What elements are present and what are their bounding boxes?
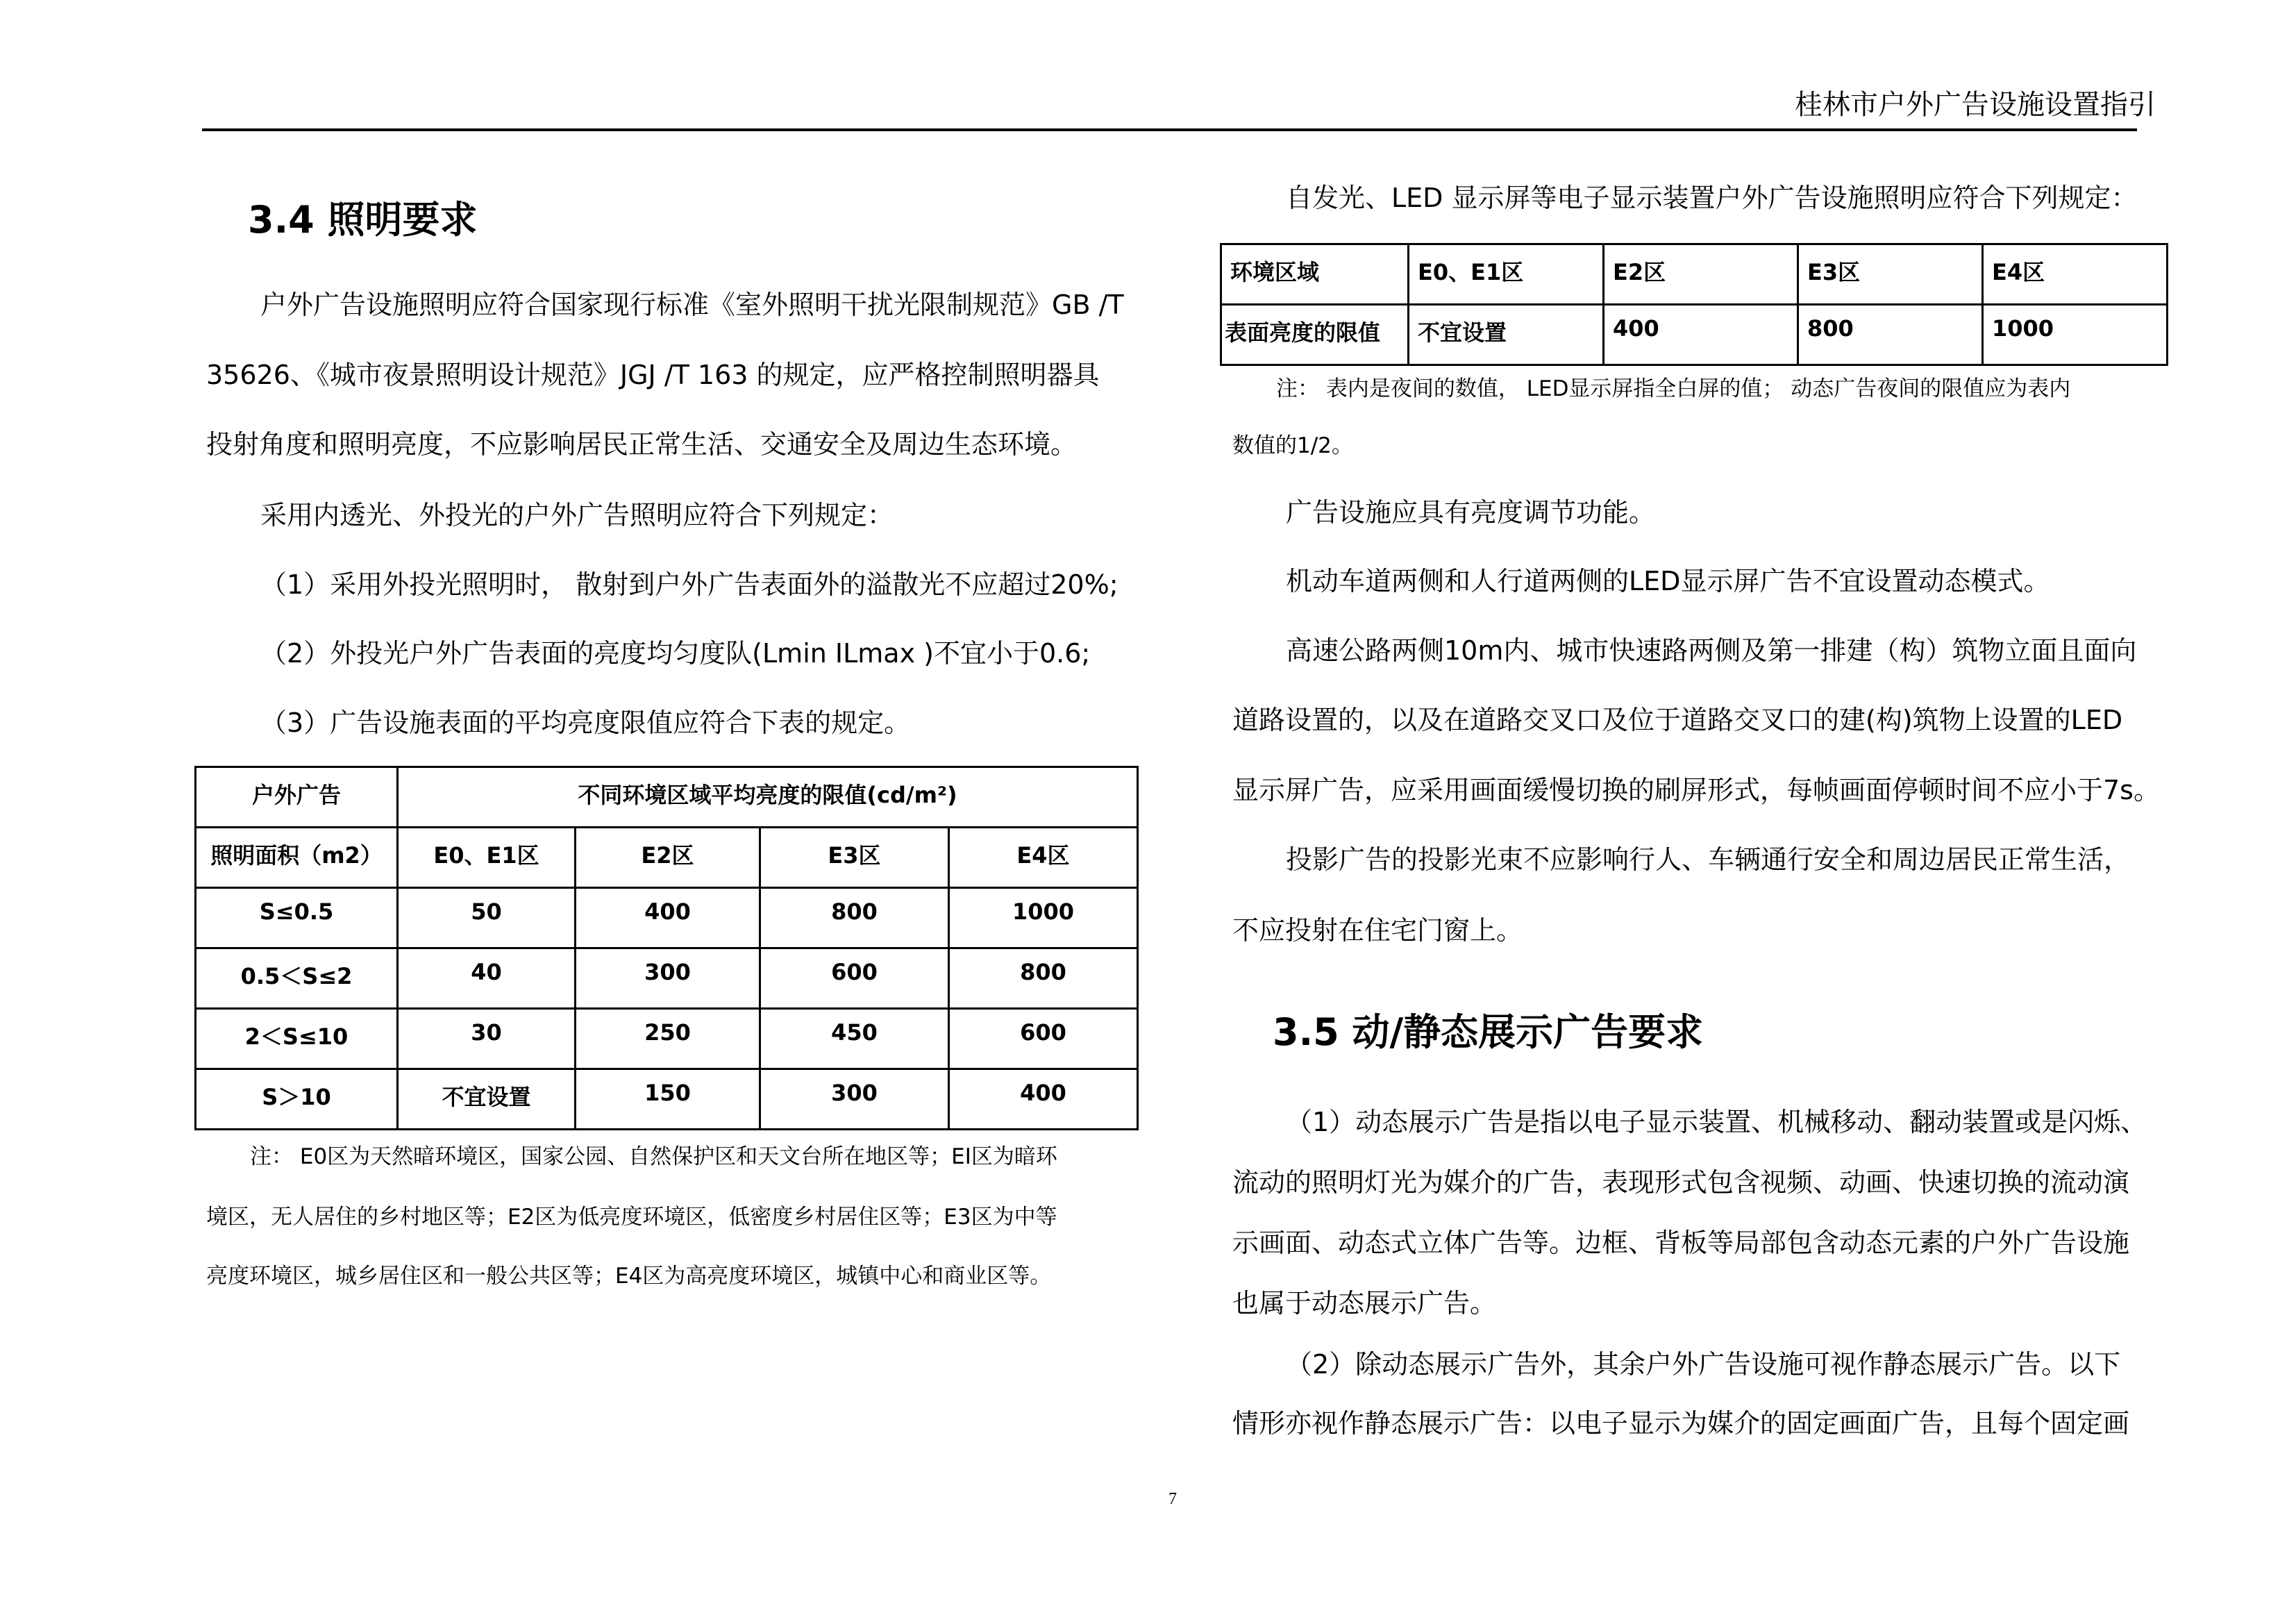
table-header-cell: 户外广告 xyxy=(196,767,398,828)
paragraph-line: 投影广告的投影光束不应影响行人、车辆通行安全和周边居民正常生活， xyxy=(1286,844,2131,875)
table-header-cell: 环境区域 xyxy=(1221,244,1409,305)
table-header-cell: E4区 xyxy=(1983,244,2168,305)
table-cell: 800 xyxy=(1798,305,1983,365)
table-row xyxy=(196,1069,1138,1130)
table-row xyxy=(196,1009,1138,1069)
list-item: （3）广告设施表面的平均亮度限值应符合下表的规定。 xyxy=(260,708,911,738)
section-heading-3-4: 3.4 照明要求 xyxy=(248,198,478,242)
table-cell: 600 xyxy=(949,1009,1138,1069)
table-note-line: 境区，无人居住的乡村地区等；E2区为低亮度环境区，低密度乡村居住区等；E3区为中等 xyxy=(206,1205,1057,1230)
table-cell: 表面亮度的限值 xyxy=(1221,305,1409,365)
table-header-cell: 不同环境区域平均亮度的限值(cd/m²) xyxy=(398,767,1138,828)
paragraph-line: 自发光、LED 显示屏等电子显示装置户外广告设施照明应符合下列规定： xyxy=(1286,183,2138,213)
table-cell: 600 xyxy=(760,948,949,1009)
table-cell: 不宜设置 xyxy=(398,1069,576,1130)
table-cell: 0.5＜S≤2 xyxy=(196,948,398,1009)
paragraph-line: 道路设置的，以及在道路交叉口及位于道路交叉口的建(构)筑物上设置的LED xyxy=(1232,705,2123,735)
table-cell: 400 xyxy=(576,888,760,948)
table-cell: 不宜设置 xyxy=(1409,305,1604,365)
table-header-cell: 照明面积（m2） xyxy=(196,828,398,888)
table-header-cell: E4区 xyxy=(949,828,1138,888)
table-note-line: 注： 表内是夜间的数值， LED显示屏指全白屏的值； 动态广告夜间的限值应为表内 xyxy=(1276,376,2071,401)
table-cell: 1000 xyxy=(949,888,1138,948)
running-header-title: 桂林市户外广告设施设置指引 xyxy=(1795,89,2156,121)
list-item: （2）外投光户外广告表面的亮度均匀度队(Lmin ILmax )不宜小于0.6; xyxy=(260,638,1091,669)
table-header-cell: E3区 xyxy=(1798,244,1983,305)
paragraph-line: 情形亦视作静态展示广告：以电子显示为媒介的固定画面广告，且每个固定画 xyxy=(1232,1408,2130,1439)
header-rule xyxy=(202,128,2137,131)
table-cell: 30 xyxy=(398,1009,576,1069)
paragraph-line: 显示屏广告，应采用画面缓慢切换的刷屏形式，每帧画面停顿时间不应小于7s。 xyxy=(1232,775,2160,805)
table-header-cell: E3区 xyxy=(760,828,949,888)
section-heading-3-5: 3.5 动/静态展示广告要求 xyxy=(1273,1010,1704,1054)
table-cell: 400 xyxy=(1604,305,1798,365)
page-number: 7 xyxy=(1168,1490,1177,1508)
table-row xyxy=(1221,244,2168,305)
paragraph-line: 采用内透光、外投光的户外广告照明应符合下列规定： xyxy=(260,500,894,530)
table-header-cell: E0、E1区 xyxy=(1409,244,1604,305)
paragraph-line: 不应投射在住宅门窗上。 xyxy=(1232,915,1523,946)
table-cell: S≤0.5 xyxy=(196,888,398,948)
table-cell: 800 xyxy=(760,888,949,948)
table-cell: S＞10 xyxy=(196,1069,398,1130)
paragraph-line: （2）除动态展示广告外，其余户外广告设施可视作静态展示广告。以下 xyxy=(1286,1349,2121,1380)
brightness-limit-table xyxy=(194,766,1139,1130)
table-row xyxy=(196,888,1138,948)
table-row xyxy=(196,948,1138,1009)
table-note-line: 数值的1/2。 xyxy=(1232,433,1353,458)
table-cell: 50 xyxy=(398,888,576,948)
table-header-cell: E0、E1区 xyxy=(398,828,576,888)
paragraph-line: 示画面、动态式立体广告等。边框、背板等局部包含动态元素的户外广告设施 xyxy=(1232,1228,2130,1258)
table-cell: 800 xyxy=(949,948,1138,1009)
paragraph-line: 流动的照明灯光为媒介的广告，表现形式包含视频、动画、快速切换的流动演 xyxy=(1232,1167,2130,1198)
table-note-line: 亮度环境区，城乡居住区和一般公共区等；E4区为高亮度环境区，城镇中心和商业区等。 xyxy=(206,1264,1052,1289)
paragraph-line: 投射角度和照明亮度，不应影响居民正常生活、交通安全及周边生态环境。 xyxy=(206,429,1078,460)
paragraph-line: 也属于动态展示广告。 xyxy=(1232,1288,1497,1319)
paragraph-line: 机动车道两侧和人行道两侧的LED显示屏广告不宜设置动态模式。 xyxy=(1286,566,2050,596)
list-item: （1）采用外投光照明时， 散射到户外广告表面外的溢散光不应超过20%; xyxy=(260,569,1118,600)
paragraph-line: 广告设施应具有亮度调节功能。 xyxy=(1286,497,1656,528)
table-header-cell: E2区 xyxy=(1604,244,1798,305)
table-cell: 450 xyxy=(760,1009,949,1069)
table-cell: 250 xyxy=(576,1009,760,1069)
paragraph-line: 35626、《城市夜景照明设计规范》JGJ /T 163 的规定，应严格控制照明器具 xyxy=(206,360,1100,390)
table-cell: 150 xyxy=(576,1069,760,1130)
table-row xyxy=(1221,305,2168,365)
table-cell: 40 xyxy=(398,948,576,1009)
paragraph-line: 高速公路两侧10m内、城市快速路两侧及第一排建（构）筑物立面且面向 xyxy=(1286,635,2137,666)
paragraph-line: 户外广告设施照明应符合国家现行标准《室外照明干扰光限制规范》GB /T xyxy=(260,290,1124,320)
table-cell: 1000 xyxy=(1983,305,2168,365)
table-header-cell: E2区 xyxy=(576,828,760,888)
table-cell: 300 xyxy=(576,948,760,1009)
table-cell: 300 xyxy=(760,1069,949,1130)
table-note-line: 注： E0区为天然暗环境区，国家公园、自然保护区和天文台所在地区等；EI区为暗环 xyxy=(250,1144,1057,1169)
paragraph-line: （1）动态展示广告是指以电子显示装置、机械移动、翻动装置或是闪烁、 xyxy=(1286,1107,2147,1137)
table-cell: 2＜S≤10 xyxy=(196,1009,398,1069)
table-cell: 400 xyxy=(949,1069,1138,1130)
led-brightness-table xyxy=(1220,243,2168,366)
